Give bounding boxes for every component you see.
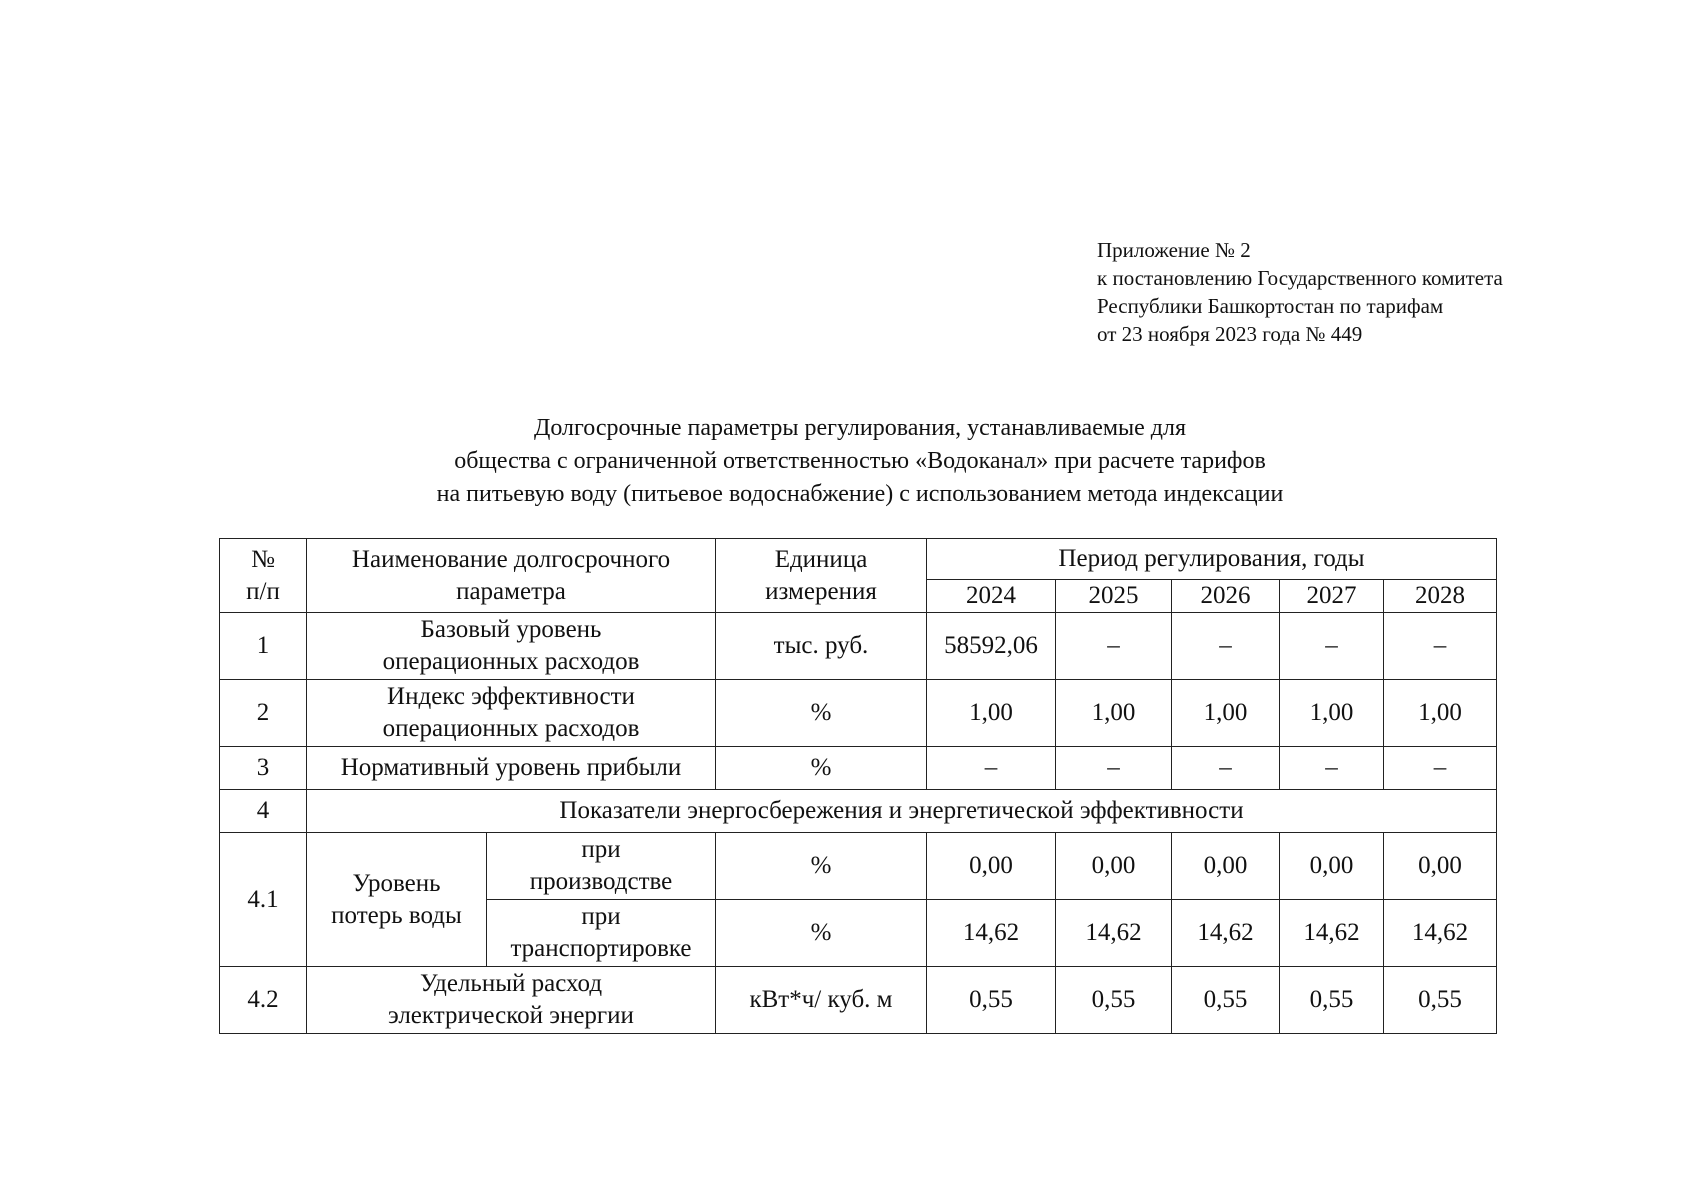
- row-group-label-line: потерь воды: [331, 901, 462, 929]
- row-num-cell: 1: [220, 613, 307, 680]
- row-value-cell: 0,00: [1384, 833, 1497, 900]
- row-value-cell: 14,62: [1056, 900, 1172, 967]
- row-value-cell: –: [1384, 747, 1497, 790]
- row-value-cell: –: [1056, 613, 1172, 680]
- title-line: Долгосрочные параметры регулирования, устанавливаемые для: [533, 415, 1187, 441]
- table-row: [220, 747, 1497, 790]
- header-year-cell: 2026: [1172, 580, 1280, 613]
- row-num-cell: 4.2: [220, 967, 307, 1034]
- row-subname-line: транспортировке: [510, 935, 692, 962]
- row-name-cell: [307, 613, 716, 680]
- row-value-cell: –: [1280, 747, 1384, 790]
- row-value-cell: –: [1280, 613, 1384, 680]
- table-header-row: [220, 539, 1497, 580]
- header-year-cell: 2027: [1280, 580, 1384, 613]
- row-value-cell: 1,00: [1280, 680, 1384, 747]
- row-name-line: электрической энергии: [388, 1002, 634, 1029]
- row-value-cell: 0,00: [1280, 833, 1384, 900]
- row-subname-line: при: [581, 836, 621, 863]
- row-unit-cell: кВт*ч/ куб. м: [716, 967, 927, 1034]
- row-name-line: Базовый уровень: [420, 616, 602, 643]
- row-name-line: операционных расходов: [382, 648, 640, 675]
- row-value-cell: 14,62: [1172, 900, 1280, 967]
- row-unit-cell: тыс. руб.: [716, 613, 927, 680]
- row-value-cell: 14,62: [1384, 900, 1497, 967]
- row-subname-cell: [487, 900, 716, 967]
- row-group-label-cell: [307, 833, 487, 967]
- row-unit-cell: %: [716, 680, 927, 747]
- table-row: [220, 613, 1497, 680]
- header-year-cell: 2025: [1056, 580, 1172, 613]
- row-value-cell: 0,55: [1384, 967, 1497, 1034]
- header-num-line: №: [251, 545, 275, 573]
- header-unit-cell: [716, 539, 927, 613]
- row-value-cell: –: [1384, 613, 1497, 680]
- row-unit-cell: %: [716, 747, 927, 790]
- header-name-line: Наименование долгосрочного: [351, 545, 671, 573]
- row-value-cell: 58592,06: [927, 613, 1056, 680]
- row-name-cell: [307, 967, 716, 1034]
- row-value-cell: 0,55: [1172, 967, 1280, 1034]
- header-unit-line: Единица: [774, 545, 868, 573]
- row-name-line: операционных расходов: [382, 715, 640, 742]
- row-num-cell: 2: [220, 680, 307, 747]
- header-name-line: параметра: [456, 577, 566, 605]
- row-value-cell: 0,00: [927, 833, 1056, 900]
- row-value-cell: 0,55: [1280, 967, 1384, 1034]
- appendix-line: от 23 ноября 2023 года № 449: [1097, 322, 1363, 346]
- row-subname-line: производстве: [529, 868, 673, 895]
- row-value-cell: 0,00: [1172, 833, 1280, 900]
- row-value-cell: 0,55: [927, 967, 1056, 1034]
- row-value-cell: 14,62: [1280, 900, 1384, 967]
- appendix-block: [1097, 236, 1503, 348]
- table-row: [220, 833, 1497, 900]
- row-value-cell: 14,62: [927, 900, 1056, 967]
- header-year-cell: 2024: [927, 580, 1056, 613]
- appendix-line: Республики Башкортостан по тарифам: [1097, 294, 1444, 318]
- row-num-cell: 4: [220, 790, 307, 833]
- appendix-line: к постановлению Государственного комитета: [1097, 266, 1503, 290]
- row-value-cell: 0,00: [1056, 833, 1172, 900]
- section-row: [220, 790, 1497, 833]
- row-value-cell: –: [1172, 613, 1280, 680]
- title-line: на питьевую воду (питьевое водоснабжение) с использованием метода индексации: [436, 481, 1284, 507]
- row-value-cell: –: [1172, 747, 1280, 790]
- row-name-cell: [307, 680, 716, 747]
- row-value-cell: 1,00: [927, 680, 1056, 747]
- appendix-line: Приложение № 2: [1097, 238, 1251, 262]
- row-value-cell: 0,55: [1056, 967, 1172, 1034]
- header-num-line: п/п: [246, 577, 280, 605]
- table-row: [220, 680, 1497, 747]
- row-value-cell: 1,00: [1056, 680, 1172, 747]
- document-title: [200, 412, 1520, 511]
- row-subname-line: при: [581, 903, 621, 930]
- title-line: общества с ограниченной ответственностью «Водоканал» при расчете тарифов: [454, 448, 1266, 474]
- row-subname-cell: [487, 833, 716, 900]
- row-group-label-line: Уровень: [352, 869, 441, 897]
- header-name-cell: [307, 539, 716, 613]
- row-value-cell: –: [1056, 747, 1172, 790]
- parameters-table: [219, 538, 1497, 1034]
- section-label-cell: Показатели энергосбережения и энергетической эффективности: [307, 790, 1497, 833]
- row-name-line: Индекс эффективности: [387, 683, 635, 710]
- row-name-line: Удельный расход: [419, 970, 603, 997]
- row-unit-cell: %: [716, 900, 927, 967]
- row-value-cell: –: [927, 747, 1056, 790]
- row-num-cell: 3: [220, 747, 307, 790]
- row-value-cell: 1,00: [1172, 680, 1280, 747]
- header-num-cell: [220, 539, 307, 613]
- row-value-cell: 1,00: [1384, 680, 1497, 747]
- row-name-cell: Нормативный уровень прибыли: [307, 747, 716, 790]
- header-unit-line: измерения: [765, 577, 877, 605]
- table-row: [220, 967, 1497, 1034]
- row-num-cell: 4.1: [220, 833, 307, 967]
- header-year-cell: 2028: [1384, 580, 1497, 613]
- row-unit-cell: %: [716, 833, 927, 900]
- header-period-cell: Период регулирования, годы: [927, 539, 1497, 580]
